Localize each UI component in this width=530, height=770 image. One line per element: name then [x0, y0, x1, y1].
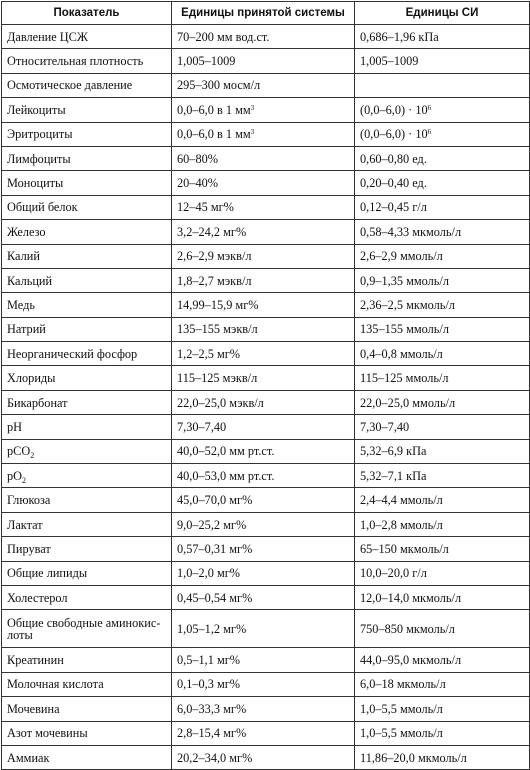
table-row — [2, 268, 530, 292]
si-units-cell — [355, 195, 530, 219]
indicator-cell-text: Медь — [7, 297, 35, 312]
indicator-cell-text: Общие свободные аминокис-лоты — [7, 615, 161, 642]
si-units-cell-text: 0,4–0,8 ммоль/л — [360, 346, 443, 361]
table-row — [2, 415, 530, 439]
indicator-cell — [2, 745, 172, 769]
si-units-cell-text: (0,0–6,0) · 10 — [360, 127, 428, 142]
accepted-units-cell-text: 0,0–6,0 в 1 мм — [177, 127, 251, 142]
table-row — [2, 122, 530, 146]
si-units-cell — [355, 585, 530, 609]
accepted-units-cell-text: 1,0–2,0 мг% — [177, 566, 241, 581]
indicator-cell-text: Мочевина — [7, 701, 60, 716]
si-units-cell-sup: 6 — [427, 128, 432, 137]
accepted-units-cell-sup: 3 — [250, 103, 255, 112]
si-units-cell — [355, 648, 530, 672]
indicator-cell — [2, 464, 172, 488]
si-units-cell — [355, 464, 530, 488]
accepted-units-cell — [172, 220, 355, 244]
accepted-units-cell — [172, 317, 355, 341]
indicator-cell — [2, 98, 172, 122]
si-units-cell — [355, 537, 530, 561]
indicator-cell — [2, 512, 172, 536]
indicator-cell — [2, 146, 172, 170]
si-units-cell-text: 65–150 мкмоль/л — [360, 541, 449, 556]
accepted-units-cell — [172, 439, 355, 463]
si-units-cell-text: 0,9–1,35 ммоль/л — [360, 273, 449, 288]
header-row — [2, 2, 530, 25]
indicator-cell — [2, 122, 172, 146]
accepted-units-cell — [172, 415, 355, 439]
accepted-units-cell — [172, 195, 355, 219]
accepted-units-cell-text: 45,0–70,0 мг% — [177, 493, 253, 508]
table-row — [2, 195, 530, 219]
si-units-cell — [355, 244, 530, 268]
indicator-cell-sub: 2 — [30, 451, 35, 461]
indicator-cell — [2, 73, 172, 97]
table-row — [2, 537, 530, 561]
accepted-units-cell-text: 3,2–24,2 мг% — [177, 224, 247, 239]
si-units-cell — [355, 672, 530, 696]
table-row — [2, 585, 530, 609]
accepted-units-cell-text: 1,005–1009 — [177, 54, 236, 69]
si-units-cell — [355, 721, 530, 745]
indicator-cell — [2, 195, 172, 219]
si-units-cell — [355, 366, 530, 390]
indicator-cell-text: Неорганический фосфор — [7, 346, 138, 361]
accepted-units-cell — [172, 585, 355, 609]
si-units-cell — [355, 697, 530, 721]
indicator-cell-text: Моноциты — [7, 176, 64, 191]
accepted-units-cell-text: 1,2–2,5 мг% — [177, 346, 241, 361]
reference-values-table — [1, 1, 530, 770]
indicator-cell-text: Давление ЦСЖ — [7, 29, 88, 44]
accepted-units-cell-text: 0,57–0,31 мг% — [177, 541, 253, 556]
si-units-cell — [355, 390, 530, 414]
accepted-units-cell-text: 0,1–0,3 мг% — [177, 677, 241, 692]
si-units-cell — [355, 512, 530, 536]
accepted-units-cell-text: 0,0–6,0 в 1 мм — [177, 102, 251, 117]
accepted-units-cell — [172, 390, 355, 414]
accepted-units-cell-text: 1,8–2,7 мэкв/л — [177, 273, 252, 288]
indicator-cell-text: Пируват — [7, 541, 51, 556]
table-row — [2, 672, 530, 696]
si-units-cell-text: 12,0–14,0 мкмоль/л — [360, 590, 462, 605]
indicator-cell-text: Хлориды — [7, 371, 56, 386]
indicator-cell — [2, 220, 172, 244]
table-row — [2, 648, 530, 672]
table-row — [2, 366, 530, 390]
si-units-cell — [355, 317, 530, 341]
table-row — [2, 342, 530, 366]
indicator-cell-text: Лейкоциты — [7, 102, 66, 117]
accepted-units-cell — [172, 648, 355, 672]
accepted-units-cell-text: 0,45–0,54 мг% — [177, 590, 253, 605]
si-units-cell-text: 750–850 мкмоль/л — [360, 621, 455, 636]
table-row — [2, 439, 530, 463]
accepted-units-cell-text: 14,99–15,9 мг% — [177, 297, 259, 312]
indicator-cell — [2, 244, 172, 268]
si-units-cell — [355, 122, 530, 146]
si-units-cell-text: 135–155 ммоль/л — [360, 322, 449, 337]
accepted-units-cell-text: 0,5–1,1 мг% — [177, 653, 241, 668]
indicator-cell — [2, 293, 172, 317]
si-units-cell — [355, 171, 530, 195]
table-row — [2, 293, 530, 317]
indicator-cell-text: Лимфоциты — [7, 151, 71, 166]
accepted-units-cell — [172, 122, 355, 146]
accepted-units-cell — [172, 73, 355, 97]
accepted-units-cell — [172, 366, 355, 390]
si-units-cell-text: 2,4–4,4 ммоль/л — [360, 493, 443, 508]
accepted-units-cell-text: 1,05–1,2 мг% — [177, 621, 247, 636]
si-units-cell-text: 7,30–7,40 — [360, 419, 410, 434]
accepted-units-cell-text: 22,0–25,0 мэкв/л — [177, 395, 264, 410]
indicator-cell-text: Кальций — [7, 273, 53, 288]
accepted-units-cell — [172, 25, 355, 49]
accepted-units-cell-text: 70–200 мм вод.ст. — [177, 29, 270, 44]
table-row — [2, 697, 530, 721]
indicator-cell-text: Калий — [7, 249, 40, 264]
accepted-units-cell-text: 7,30–7,40 — [177, 419, 227, 434]
table-row — [2, 464, 530, 488]
header-accepted-units: Единицы принятой системы — [172, 2, 355, 25]
indicator-cell — [2, 366, 172, 390]
indicator-cell-text: Аммиак — [7, 750, 50, 765]
si-units-cell — [355, 268, 530, 292]
si-units-cell-text: 10,0–20,0 г/л — [360, 566, 427, 581]
indicator-cell-text: Железо — [7, 224, 46, 239]
si-units-cell-text: 44,0–95,0 мкмоль/л — [360, 653, 462, 668]
indicator-cell — [2, 721, 172, 745]
si-units-cell — [355, 146, 530, 170]
indicator-cell — [2, 439, 172, 463]
accepted-units-cell-text: 2,8–15,4 мг% — [177, 726, 247, 741]
si-units-cell-text: 0,60–0,80 ед. — [360, 151, 427, 166]
indicator-cell — [2, 610, 172, 648]
indicator-cell-text: Глюкоза — [7, 493, 51, 508]
si-units-cell — [355, 73, 530, 97]
table-row — [2, 745, 530, 769]
indicator-cell-text: Относительная плотность — [7, 54, 144, 69]
table-row — [2, 390, 530, 414]
si-units-cell-text: 5,32–7,1 кПа — [360, 468, 427, 483]
indicator-cell-sub: 2 — [22, 475, 27, 485]
si-units-cell — [355, 488, 530, 512]
si-units-cell-text: 2,36–2,5 мкмоль/л — [360, 297, 455, 312]
si-units-cell-text: 1,0–5,5 ммоль/л — [360, 701, 443, 716]
accepted-units-cell-sup: 3 — [250, 128, 255, 137]
indicator-cell — [2, 415, 172, 439]
accepted-units-cell-text: 115–125 мэкв/л — [177, 371, 258, 386]
indicator-cell — [2, 648, 172, 672]
si-units-cell — [355, 439, 530, 463]
accepted-units-cell — [172, 49, 355, 73]
accepted-units-cell — [172, 98, 355, 122]
accepted-units-cell-text: 295–300 мосм/л — [177, 78, 261, 93]
si-units-cell-text: 1,0–5,5 ммоль/л — [360, 726, 443, 741]
accepted-units-cell-text: 2,6–2,9 мэкв/л — [177, 249, 252, 264]
accepted-units-cell-text: 6,0–33,3 мг% — [177, 701, 247, 716]
si-units-cell — [355, 98, 530, 122]
accepted-units-cell — [172, 146, 355, 170]
si-units-cell — [355, 610, 530, 648]
table-row — [2, 25, 530, 49]
table-body — [2, 25, 530, 770]
si-units-cell-text: 22,0–25,0 ммоль/л — [360, 395, 456, 410]
si-units-cell — [355, 25, 530, 49]
indicator-cell-text: Общий белок — [7, 200, 78, 215]
indicator-cell-text: Креатинин — [7, 653, 64, 668]
accepted-units-cell — [172, 268, 355, 292]
indicator-cell — [2, 488, 172, 512]
accepted-units-cell — [172, 697, 355, 721]
indicator-cell — [2, 537, 172, 561]
si-units-cell — [355, 415, 530, 439]
accepted-units-cell — [172, 244, 355, 268]
indicator-cell-text: pCO — [7, 444, 31, 459]
indicator-cell-text: pH — [7, 419, 23, 434]
indicator-cell-text: Эритроциты — [7, 127, 73, 142]
table-row — [2, 561, 530, 585]
indicator-cell-text: Холестерол — [7, 590, 68, 605]
accepted-units-cell — [172, 610, 355, 648]
accepted-units-cell-text: 135–155 мэкв/л — [177, 322, 258, 337]
indicator-cell — [2, 697, 172, 721]
accepted-units-cell-text: 12–45 мг% — [177, 200, 234, 215]
indicator-cell — [2, 171, 172, 195]
accepted-units-cell-text: 20,2–34,0 мг% — [177, 750, 253, 765]
si-units-cell-text: 2,6–2,9 ммоль/л — [360, 249, 443, 264]
accepted-units-cell — [172, 537, 355, 561]
header-indicator: Показатель — [2, 2, 172, 25]
accepted-units-cell — [172, 171, 355, 195]
si-units-cell-text: 6,0–18 мкмоль/л — [360, 677, 446, 692]
indicator-cell-text: Натрий — [7, 322, 46, 337]
si-units-cell — [355, 49, 530, 73]
si-units-cell — [355, 561, 530, 585]
indicator-cell — [2, 317, 172, 341]
table-row — [2, 220, 530, 244]
indicator-cell — [2, 585, 172, 609]
si-units-cell-text: 5,32–6,9 кПа — [360, 444, 427, 459]
si-units-cell-text: (0,0–6,0) · 10 — [360, 102, 428, 117]
accepted-units-cell-text: 40,0–53,0 мм рт.ст. — [177, 468, 275, 483]
si-units-cell-sup: 6 — [427, 103, 432, 112]
accepted-units-cell-text: 40,0–52,0 мм рт.ст. — [177, 444, 275, 459]
si-units-cell — [355, 342, 530, 366]
header-si-units: Единицы СИ — [355, 2, 530, 25]
indicator-cell-text: Осмотическое давление — [7, 78, 133, 93]
accepted-units-cell — [172, 464, 355, 488]
accepted-units-cell — [172, 672, 355, 696]
accepted-units-cell — [172, 721, 355, 745]
indicator-cell — [2, 342, 172, 366]
indicator-cell-text: Азот мочевины — [7, 726, 88, 741]
accepted-units-cell — [172, 342, 355, 366]
table-row — [2, 317, 530, 341]
table-row — [2, 488, 530, 512]
si-units-cell-text: 1,0–2,8 ммоль/л — [360, 517, 443, 532]
si-units-cell-text: 11,86–20,0 мкмоль/л — [360, 750, 467, 765]
si-units-cell-text: 0,686–1,96 кПа — [360, 29, 439, 44]
indicator-cell-text: Лактат — [7, 517, 43, 532]
indicator-cell — [2, 49, 172, 73]
table-row — [2, 171, 530, 195]
accepted-units-cell — [172, 293, 355, 317]
indicator-cell-text: Молочная кислота — [7, 677, 104, 692]
indicator-cell — [2, 268, 172, 292]
si-units-cell-text: 1,005–1009 — [360, 54, 419, 69]
indicator-cell-text: Общие липиды — [7, 566, 88, 581]
indicator-cell-text: Бикарбонат — [7, 395, 68, 410]
accepted-units-cell — [172, 512, 355, 536]
indicator-cell — [2, 672, 172, 696]
table-row — [2, 146, 530, 170]
table-row — [2, 721, 530, 745]
table-row — [2, 244, 530, 268]
accepted-units-cell — [172, 561, 355, 585]
accepted-units-cell — [172, 488, 355, 512]
table-row — [2, 610, 530, 648]
si-units-cell-text: 0,12–0,45 г/л — [360, 200, 427, 215]
accepted-units-cell-text: 9,0–25,2 мг% — [177, 517, 247, 532]
accepted-units-cell-text: 20–40% — [177, 176, 218, 191]
indicator-cell — [2, 390, 172, 414]
table-row — [2, 512, 530, 536]
si-units-cell — [355, 745, 530, 769]
table-row — [2, 49, 530, 73]
table-row — [2, 73, 530, 97]
accepted-units-cell — [172, 745, 355, 769]
si-units-cell — [355, 220, 530, 244]
si-units-cell — [355, 293, 530, 317]
indicator-cell-text: pO — [7, 468, 23, 483]
si-units-cell-text: 0,58–4,33 мкмоль/л — [360, 224, 462, 239]
si-units-cell-text: 0,20–0,40 ед. — [360, 176, 427, 191]
si-units-cell-text: 115–125 ммоль/л — [360, 371, 449, 386]
indicator-cell — [2, 25, 172, 49]
accepted-units-cell-text: 60–80% — [177, 151, 218, 166]
indicator-cell — [2, 561, 172, 585]
table-row — [2, 98, 530, 122]
